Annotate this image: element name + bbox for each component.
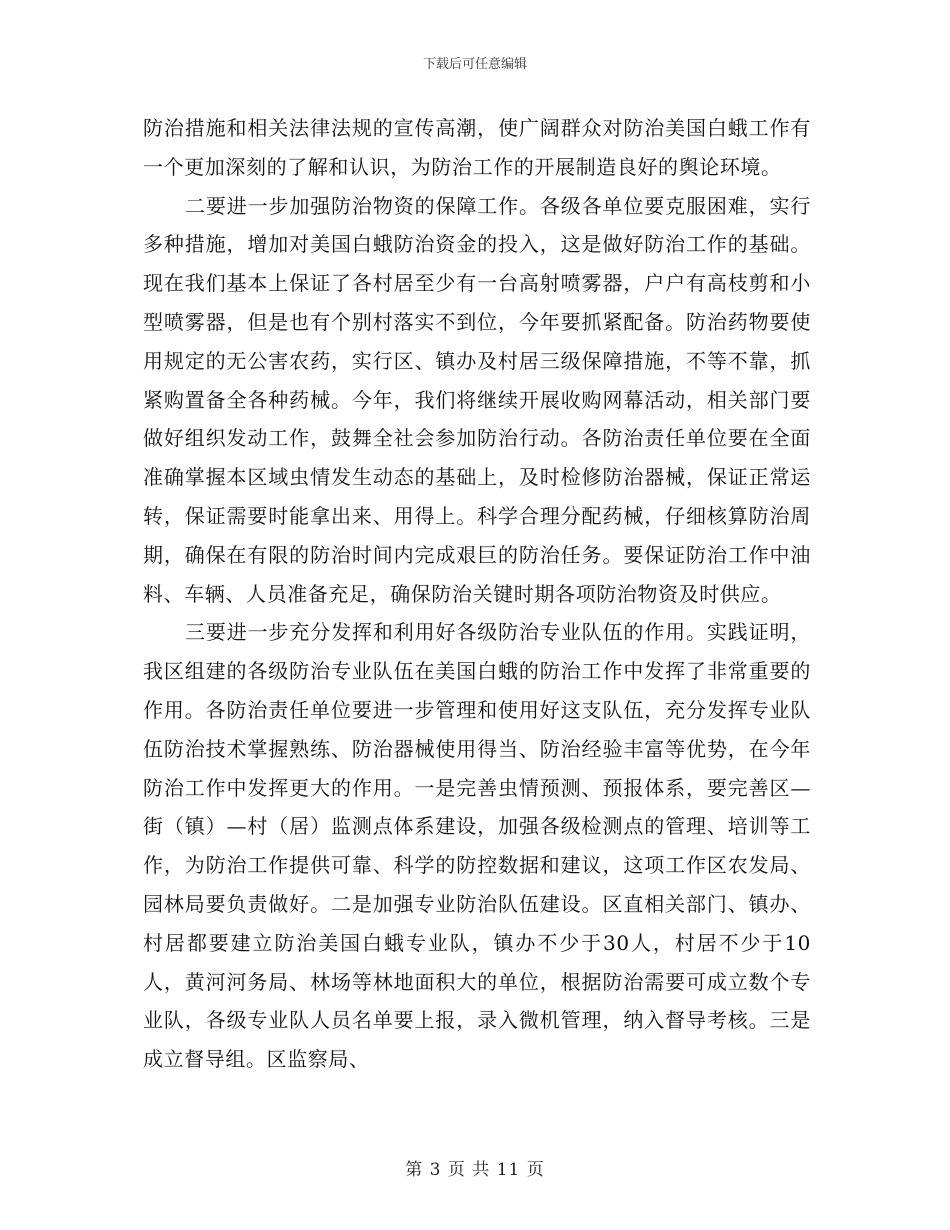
paragraph-3: 三要进一步充分发挥和利用好各级防治专业队伍的作用。实践证明，我区组建的各级防治专业队伍在美国白蛾的防治工作中发挥了非常重要的作用。各防治责任单位要进一步管理和使用好这支队伍，充分发挥专业队伍防治技术掌握熟练、防治器械使用得当、防治经验丰富等优势，在今年防治工作中发挥更大的作用。一是完善虫情预测、预报体系，要完善区—街（镇）—村（居）监测点体系建设，加强各级检测点的管理、培训等工作，为防治工作提供可靠、科学的防控数据和建议，这项工作区农发局、园林局要负责做好。二是加强专业防治队伍建设。区直相关部门、镇办、村居都要建立防治美国白蛾专业队，镇办不少于30人，村居不少于10人，黄河河务局、林场等林地面积大的单位，根据防治需要可成立数个专业队，各级专业队人员名单要上报，录入微机管理，纳入督导考核。三是成立督导组。区监察局、 [143,620,811,1072]
paragraph-2: 二要进一步加强防治物资的保障工作。各级各单位要克服困难，实行多种措施，增加对美国白蛾防治资金的投入，这是做好防治工作的基础。现在我们基本上保证了各村居至少有一台高射喷雾器，户户有高枝剪和小型喷雾器，但是也有个别村落实不到位，今年要抓紧配备。防治药物要使用规定的无公害农药，实行区、镇办及村居三级保障措施，不等不靠，抓紧购置备全各种药械。今年，我们将继续开展收购网幕活动，相关部门要做好组织发动工作，鼓舞全社会参加防治行动。各防治责任单位要在全面准确掌握本区域虫情发生动态的基础上，及时检修防治器械，保证正常运转，保证需要时能拿出来、用得上。科学合理分配药械，仔细核算防治周期，确保在有限的防治时间内完成艰巨的防治任务。要保证防治工作中油料、车辆、人员准备充足，确保防治关键时期各项防治物资及时供应。 [143,193,811,606]
document-body [143,109,811,1079]
paragraph-1: 防治措施和相关法律法规的宣传高潮，使广阔群众对防治美国白蛾工作有一个更加深刻的了解和认识，为防治工作的开展制造良好的舆论环境。 [143,116,811,179]
page-header-note: 下载后可任意编辑 [422,57,527,72]
page-number: 第 3 页 共 11 页 [405,1160,545,1180]
